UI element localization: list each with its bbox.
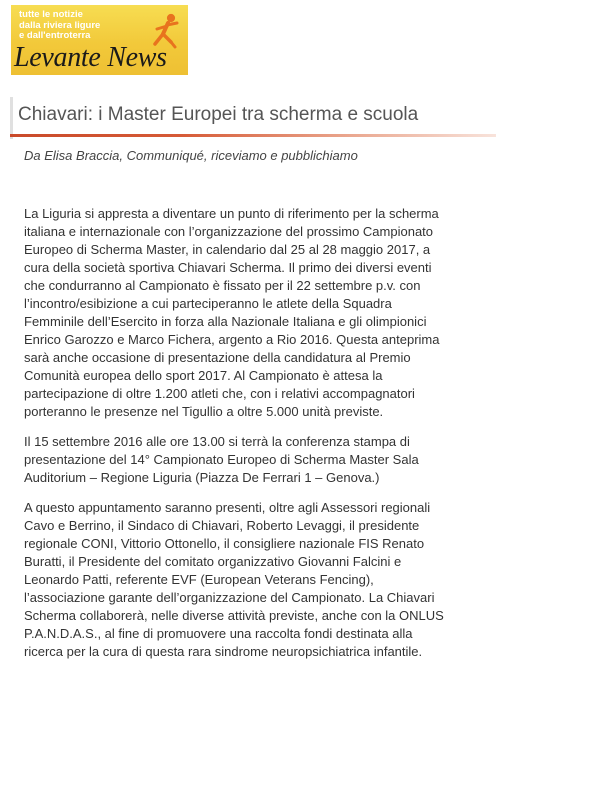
site-logo[interactable]	[11, 5, 188, 75]
article-paragraph	[24, 433, 486, 487]
logo-tagline-line: e dall'entroterra	[19, 30, 91, 41]
text-line: Il 15 settembre 2016 alle ore 13.00 si terrà la conferenza stampa di	[24, 434, 410, 449]
text-line: regionale CONI, Vittorio Ottonello, il consigliere nazionale FIS Renato	[24, 536, 425, 551]
text-line: che condurranno al Campionato è fissato per il 22 settembre p.v. con	[24, 278, 421, 293]
text-line: presentazione del 14° Campionato Europeo di Scherma Master Sala	[24, 452, 419, 467]
text-line: Femminile dell’Esercito in forza alla Nazionale Italiana e gli olimpionici	[24, 314, 427, 329]
text-line: Cavo e Berrino, il Sindaco di Chiavari, Roberto Levaggi, il presidente	[24, 518, 420, 533]
text-line: Scherma collaborerà, nelle diverse attività previste, anche con la ONLUS	[24, 608, 444, 623]
title-divider	[10, 134, 496, 137]
text-line: P.A.N.D.A.S., al fine di promuovere una raccolta fondi destinata alla	[24, 626, 413, 641]
text-line: Leonardo Patti, referente EVF (European Veterans Fencing),	[24, 572, 374, 587]
text-line: l’associazione garante dell’organizzazione del Campionato. La Chiavari	[24, 590, 435, 605]
text-line: Auditorium – Regione Liguria (Piazza De Ferrari 1 – Genova.)	[24, 470, 380, 485]
text-line: Europeo di Scherma Master, in calendario dal 25 al 28 maggio 2017, a	[24, 242, 431, 257]
text-line: sarà anche occasione di presentazione della candidatura al Premio	[24, 350, 411, 365]
logo-tagline-line: tutte le notizie	[19, 9, 83, 20]
text-line: l’incontro/esibizione a cui parteciperanno le atlete della Squadra	[24, 296, 392, 311]
logo-tagline-line: dalla riviera ligure	[19, 19, 101, 31]
text-line: A questo appuntamento saranno presenti, oltre agli Assessori regionali	[24, 500, 431, 515]
article-header	[10, 97, 499, 139]
article-byline: Da Elisa Braccia, Communiqué, riceviamo e pubblichiamo	[24, 148, 358, 163]
text-line: ricerca per la cura di questa rara sindrome neuropsichiatrica infantile.	[24, 644, 423, 659]
logo-tagline	[19, 10, 100, 42]
article-paragraph	[24, 205, 486, 421]
text-line: Comunità europea dello sport 2017. Al Campionato è attesa la	[24, 368, 383, 383]
text-line: partecipazione di oltre 1.200 atleti che, con i relativi accompagnatori	[24, 386, 415, 401]
article-body	[24, 205, 486, 673]
text-line: Enrico Garozzo e Marco Fichera, argento a Rio 2016. Questa anteprima	[24, 332, 440, 347]
text-line: La Liguria si appresta a diventare un punto di riferimento per la scherma	[24, 206, 439, 221]
text-line: cura della società sportiva Chiavari Scherma. Il primo dei diversi eventi	[24, 260, 432, 275]
logo-brand-name: Levante News	[14, 42, 167, 73]
text-line: Buratti, il Presidente del comitato organizzativo Giovanni Falcini e	[24, 554, 402, 569]
article-title: Chiavari: i Master Europei tra scherma e scuola	[18, 104, 419, 125]
article-paragraph	[24, 499, 486, 661]
text-line: porteranno le presenze nel Tigullio a oltre 5.000 unità previste.	[24, 404, 384, 419]
text-line: italiana e internazionale con l’organizzazione del prossimo Campionato	[24, 224, 434, 239]
